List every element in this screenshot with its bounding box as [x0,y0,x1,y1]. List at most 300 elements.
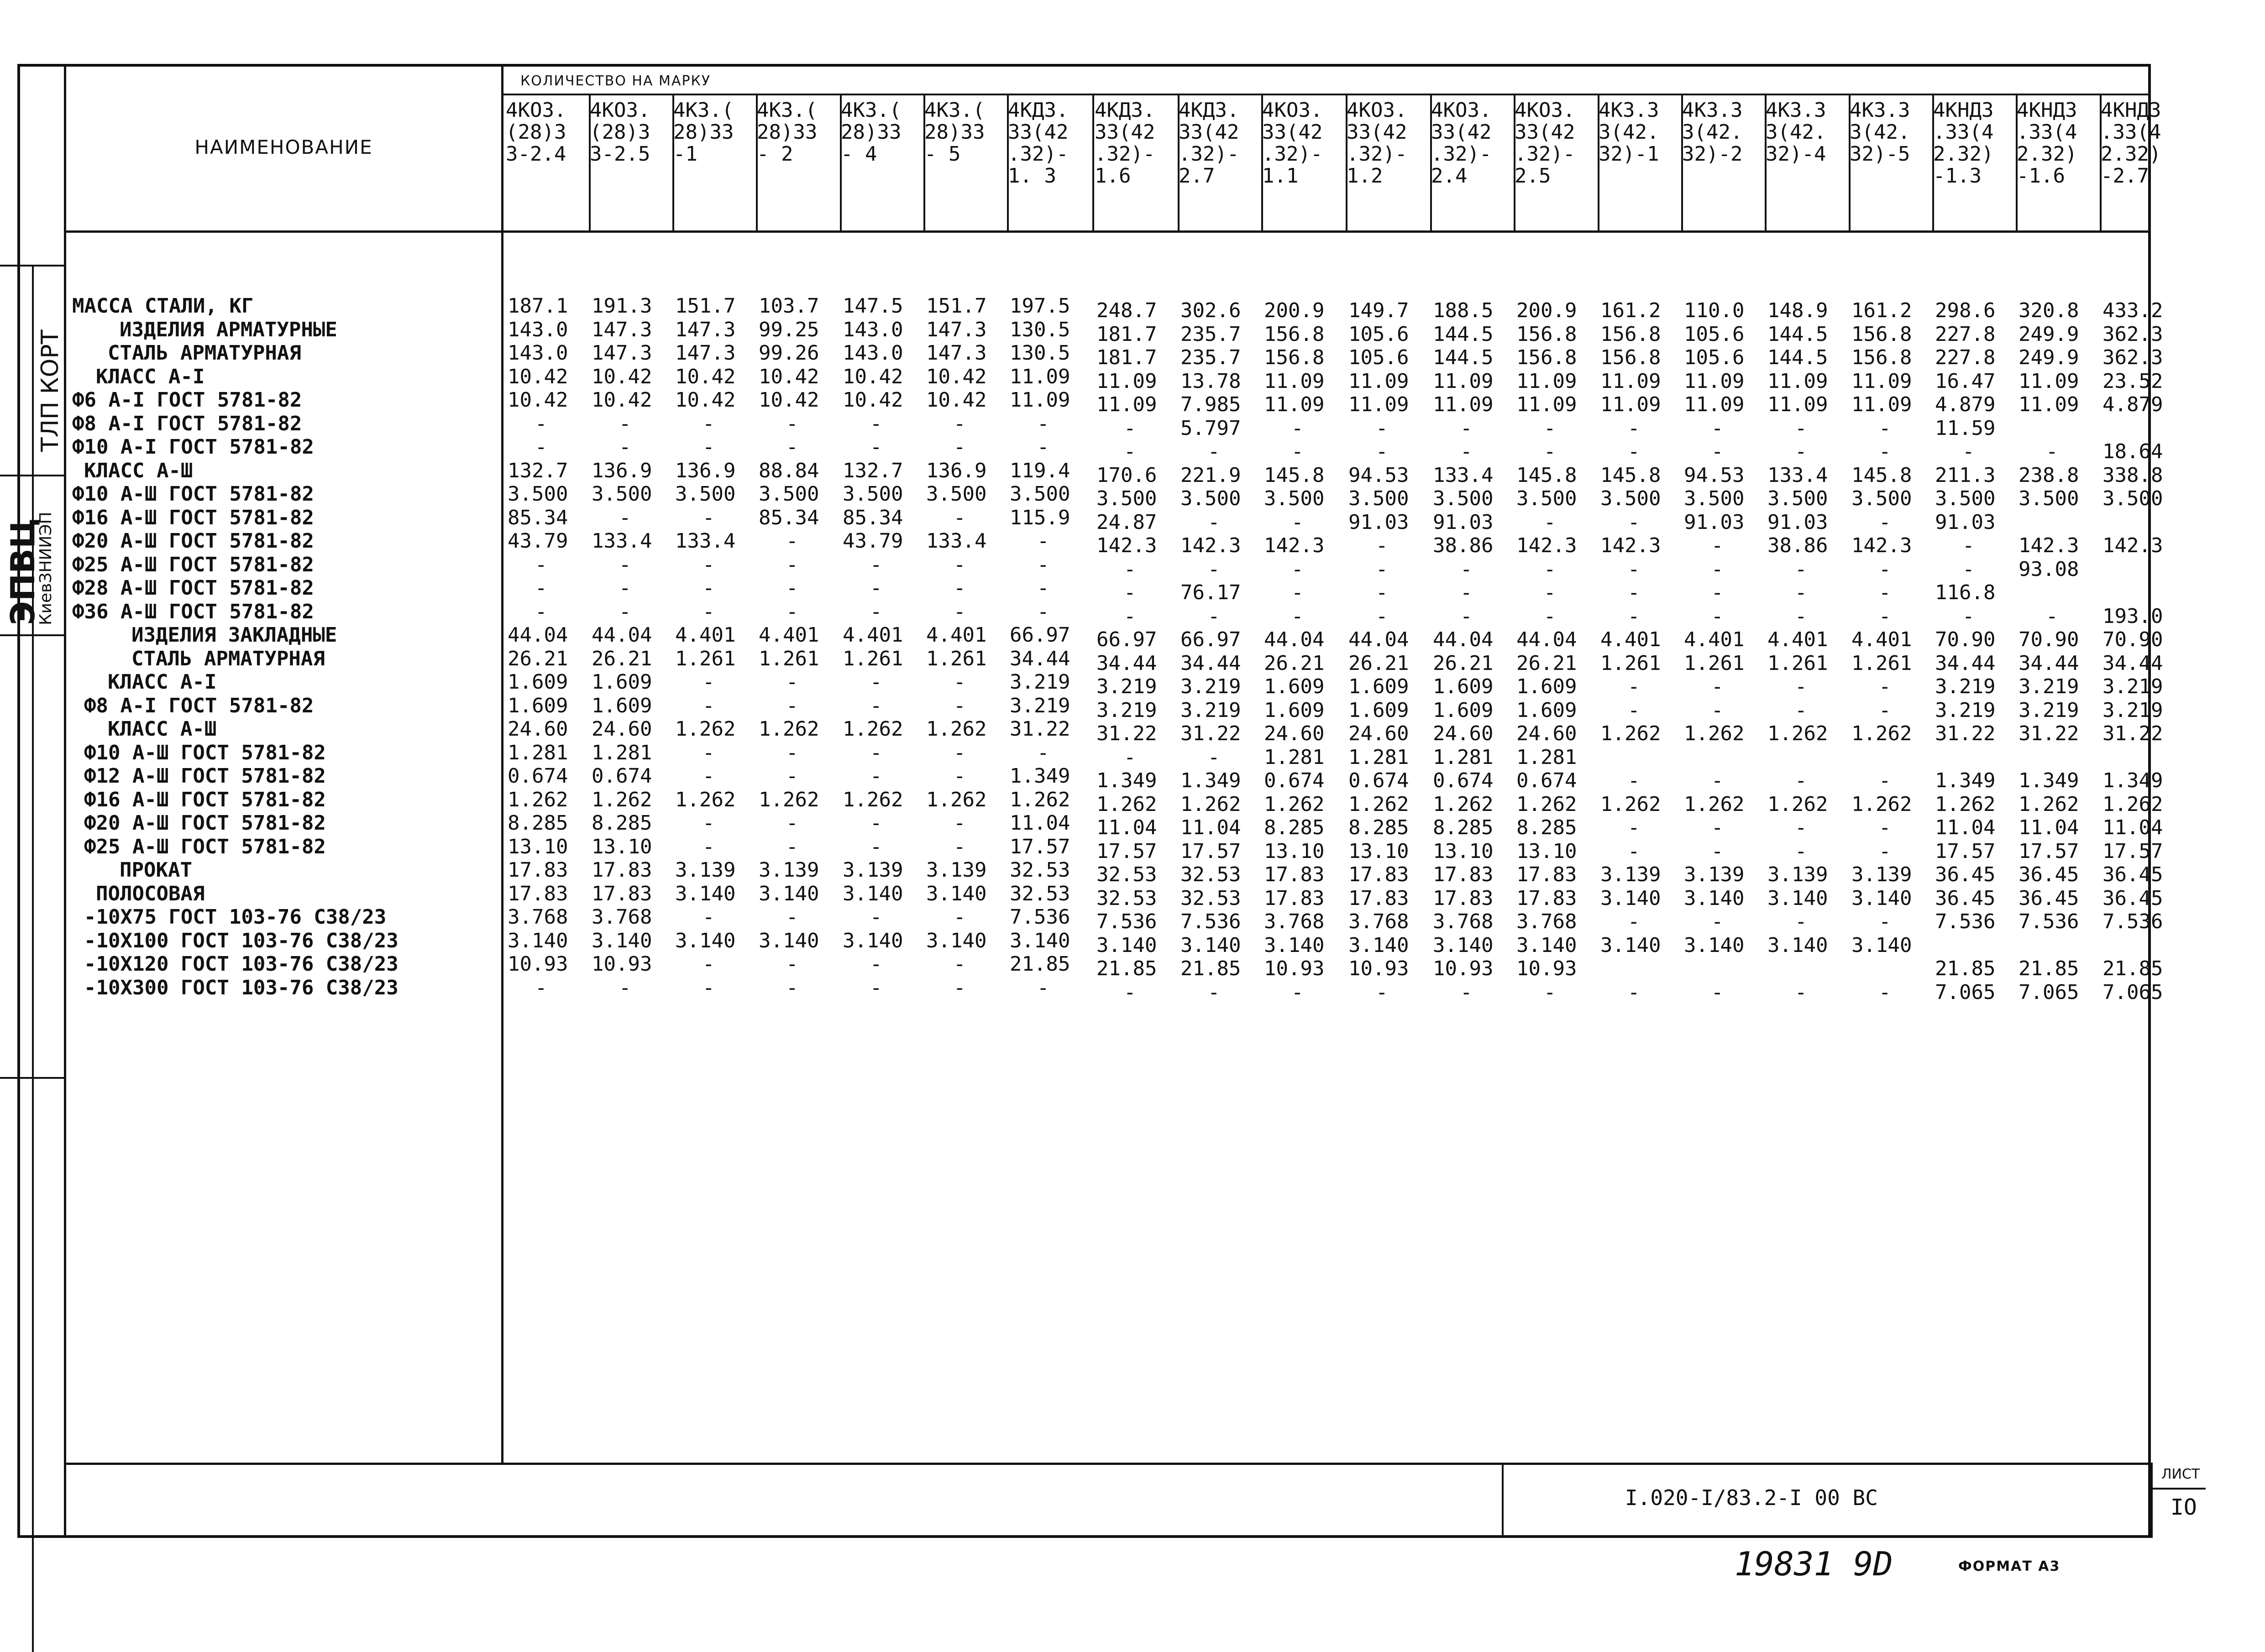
column-header: 4К3.( 28)33 - 5 [924,99,985,166]
table-cell: 1.609 [1433,675,1494,698]
table-cell: 3.140 [1433,933,1494,957]
table-cell: - [1795,416,1807,440]
table-cell: - [1879,440,1891,463]
table-cell: - [870,764,882,788]
table-cell: 3.140 [1516,933,1577,957]
table-cell: 3.139 [675,858,736,882]
table-cell: 1.609 [1516,698,1577,722]
table-cell: 4.879 [2102,393,2163,416]
table-cell: 298.6 [1935,299,1996,322]
table-cell: - [619,976,631,999]
table-cell: 8.285 [592,811,652,835]
table-cell: 13.10 [508,835,568,858]
table-cell: - [703,905,715,929]
table-cell: - [1795,698,1807,722]
table-cell: 32.53 [1010,882,1070,905]
table-cell: 1.261 [759,647,819,670]
table-cell: - [1711,675,1724,698]
table-cell: - [1628,816,1640,839]
frame-line [64,64,66,1538]
table-cell: 36.45 [2019,886,2079,910]
table-cell: 1.262 [1348,792,1409,816]
table-cell: - [1291,604,1304,628]
row-label: КЛАСС А-Ш [108,717,217,741]
table-cell: 1.262 [1264,792,1325,816]
table-cell: 44.04 [1516,628,1577,651]
table-cell: - [1460,440,1473,463]
table-cell: 13.10 [1348,839,1409,863]
table-cell: 161.2 [1600,299,1661,322]
table-cell: 3.500 [1851,487,1912,510]
table-cell: 24.60 [508,717,568,741]
table-cell: - [703,576,715,600]
table-cell: - [1795,769,1807,792]
table-cell: 17.57 [1935,839,1996,863]
table-cell: 26.21 [1264,651,1325,675]
table-cell: - [1124,581,1136,604]
row-label: СТАЛЬ АРМАТУРНАЯ [131,647,325,670]
table-cell: 93.08 [2019,557,2079,581]
table-cell: 1.609 [592,694,652,717]
table-cell: - [1291,980,1304,1004]
row-label: КЛАСС А-I [108,670,217,694]
table-cell: 11.04 [2102,816,2163,839]
table-cell: 133.4 [926,529,987,553]
table-cell: 1.609 [508,670,568,694]
row-label: Ф20 А-Ш ГОСТ 5781-82 [72,529,314,553]
table-cell: 11.04 [1096,816,1157,839]
table-cell: 3.500 [1348,487,1409,510]
table-cell: 144.5 [1433,322,1494,346]
row-label: Ф12 А-Ш ГОСТ 5781-82 [84,764,326,788]
table-cell: 31.22 [2102,722,2163,745]
table-cell: - [1208,510,1220,534]
table-cell: 1.262 [675,717,736,741]
table-cell: - [1711,910,1724,933]
table-cell: 21.85 [1935,957,1996,980]
row-label: ПОЛОСОВАЯ [96,882,205,905]
table-cell: 31.22 [1096,722,1157,745]
table-cell: - [954,435,966,459]
column-header: 4КНД3 .33(4 2.32) -1.6 [2017,99,2077,188]
table-cell: 1.262 [1600,722,1661,745]
table-cell: 3.500 [675,482,736,506]
table-cell: - [1376,534,1388,557]
table-cell: - [1208,557,1220,581]
table-cell: 1.281 [1348,745,1409,769]
table-cell: 10.42 [675,365,736,388]
table-cell: 4.401 [1851,628,1912,651]
table-cell: - [1291,557,1304,581]
table-cell: 3.140 [1767,886,1828,910]
table-cell: 11.09 [1516,393,1577,416]
table-cell: 13.10 [1264,839,1325,863]
table-cell: - [1544,980,1556,1004]
table-cell: - [535,976,547,999]
table-cell: 10.42 [592,388,652,412]
table-cell: 11.09 [1096,369,1157,393]
table-cell: - [1628,416,1640,440]
table-cell: 1.349 [1010,764,1070,788]
column-header: 4К3.3 3(42. 32)-2 [1682,99,1743,166]
table-cell: 3.500 [843,482,903,506]
table-cell: 142.3 [2019,534,2079,557]
table-cell: 147.3 [926,318,987,341]
column-header: 4КО3. 33(42 .32)- 1.1 [1262,99,1323,188]
table-cell: - [954,741,966,764]
table-cell: - [870,741,882,764]
table-cell: 85.34 [843,506,903,529]
table-cell: 143.0 [508,318,568,341]
table-cell: 3.219 [2102,675,2163,698]
table-cell: 1.349 [2019,769,2079,792]
table-cell: 1.262 [843,788,903,811]
row-label: -10Х300 ГОСТ 103-76 С38/23 [84,976,398,999]
table-cell: 4.401 [1767,628,1828,651]
table-cell: - [619,600,631,623]
table-cell: 3.500 [1516,487,1577,510]
table-cell: 3.139 [926,858,987,882]
table-cell: - [1795,557,1807,581]
table-cell: 136.9 [926,459,987,482]
table-cell: 91.03 [1433,510,1494,534]
table-cell: 1.349 [1180,769,1241,792]
table-cell: 32.53 [1180,886,1241,910]
table-cell: - [619,412,631,435]
table-cell: 4.401 [1684,628,1745,651]
table-cell: 17.83 [1433,863,1494,886]
table-cell: 38.86 [1767,534,1828,557]
table-cell: 3.140 [759,929,819,952]
qty-header-line [501,94,2151,95]
table-cell: 119.4 [1010,459,1070,482]
org-label-3: КиевЗНИИЭП [37,512,55,625]
table-cell: - [1879,604,1891,628]
table-cell: 200.9 [1516,299,1577,322]
table-cell: 34.44 [2019,651,2079,675]
table-cell: - [1879,839,1891,863]
table-cell: 99.26 [759,341,819,365]
table-cell: 17.57 [1180,839,1241,863]
table-cell: - [1879,980,1891,1004]
table-cell: 144.5 [1433,346,1494,369]
table-cell: - [1544,416,1556,440]
table-cell: - [786,811,798,835]
table-cell: 7.536 [1180,910,1241,933]
column-header: 4КО3. 33(42 .32)- 1.2 [1347,99,1407,188]
table-cell: - [1628,604,1640,628]
table-cell: 3.500 [1767,487,1828,510]
table-cell: 142.3 [1096,534,1157,557]
table-cell: - [535,576,547,600]
table-cell: 24.60 [1433,722,1494,745]
table-cell: 3.500 [1684,487,1745,510]
table-cell: - [786,553,798,576]
table-cell: 7.065 [2102,980,2163,1004]
table-cell: 147.3 [675,341,736,365]
table-cell: 85.34 [508,506,568,529]
table-cell: - [1037,741,1049,764]
table-cell: 3.139 [759,858,819,882]
table-cell: 3.140 [675,929,736,952]
table-cell: - [1711,557,1724,581]
table-cell: - [1291,581,1304,604]
table-cell: 10.42 [508,365,568,388]
table-cell: 110.0 [1684,299,1745,322]
table-cell: - [1879,910,1891,933]
table-cell: - [703,600,715,623]
table-cell: 85.34 [759,506,819,529]
table-cell: 130.5 [1010,341,1070,365]
table-cell: 7.985 [1180,393,1241,416]
row-label: Ф25 А-Ш ГОСТ 5781-82 [72,553,314,576]
table-cell: 26.21 [1348,651,1409,675]
table-cell: - [786,600,798,623]
table-cell: 3.140 [843,882,903,905]
table-cell: 17.57 [2102,839,2163,863]
table-cell: 17.83 [508,882,568,905]
table-cell: 66.97 [1010,623,1070,647]
table-cell: - [1795,581,1807,604]
table-cell: - [870,952,882,976]
table-cell: - [786,435,798,459]
table-cell: - [1124,604,1136,628]
table-cell: 66.97 [1180,628,1241,651]
table-cell: 221.9 [1180,463,1241,487]
table-cell: - [1879,581,1891,604]
table-cell: - [954,976,966,999]
table-cell: 11.09 [1516,369,1577,393]
table-cell: 11.09 [1264,393,1325,416]
format-label: ФОРМАТ А3 [1958,1558,2061,1574]
table-cell: 10.93 [1348,957,1409,980]
table-cell: - [954,670,966,694]
row-label: Ф8 А-I ГОСТ 5781-82 [84,694,314,717]
table-cell: - [1460,604,1473,628]
table-cell: 1.609 [508,694,568,717]
table-cell: 31.22 [1935,722,1996,745]
org-label-2: ЭПВЦ [4,518,42,625]
table-cell: 3.140 [1010,929,1070,952]
table-cell: 249.9 [2019,322,2079,346]
table-cell: 34.44 [1935,651,1996,675]
table-cell: - [1544,440,1556,463]
table-cell: 11.09 [1433,369,1494,393]
table-cell: 1.281 [592,741,652,764]
table-cell: 3.768 [1348,910,1409,933]
table-cell: - [954,412,966,435]
table-cell: 1.262 [592,788,652,811]
table-cell: 3.500 [1600,487,1661,510]
table-cell: - [786,741,798,764]
table-cell: - [703,412,715,435]
table-cell: 43.79 [508,529,568,553]
table-cell: 0.674 [1433,769,1494,792]
table-cell: - [1376,604,1388,628]
table-cell: 70.90 [2019,628,2079,651]
table-cell: - [703,835,715,858]
table-cell: 36.45 [1935,863,1996,886]
table-cell: - [703,506,715,529]
table-cell: 1.609 [592,670,652,694]
table-cell: - [1460,557,1473,581]
table-cell: - [870,670,882,694]
side-vertical [32,265,34,1652]
table-cell: - [1795,440,1807,463]
table-cell: 11.09 [1433,393,1494,416]
table-cell: 1.281 [508,741,568,764]
table-cell: 3.140 [1851,886,1912,910]
table-cell: 3.219 [2019,675,2079,698]
table-cell: 227.8 [1935,322,1996,346]
table-cell: 1.262 [2019,792,2079,816]
table-cell: - [1879,816,1891,839]
table-cell: 200.9 [1264,299,1325,322]
table-cell: 1.609 [1516,675,1577,698]
table-cell: 193.0 [2102,604,2163,628]
table-cell: - [1291,416,1304,440]
table-cell: - [619,576,631,600]
table-cell: 191.3 [592,294,652,318]
table-cell: 4.401 [759,623,819,647]
table-cell: 1.609 [1348,698,1409,722]
table-cell: 17.57 [2019,839,2079,863]
stamp-divider [1502,1463,1504,1538]
table-cell: 3.768 [592,905,652,929]
table-cell: 91.03 [1935,510,1996,534]
table-cell: - [954,576,966,600]
table-cell: 1.262 [1767,722,1828,745]
table-cell: 0.674 [508,764,568,788]
table-cell: 3.219 [1180,675,1241,698]
org-label-1: ТЛП КОРТ [37,329,64,452]
table-cell: 44.04 [1433,628,1494,651]
table-cell: - [1795,910,1807,933]
table-cell: 10.93 [592,952,652,976]
table-cell: - [1628,510,1640,534]
table-cell: 147.5 [843,294,903,318]
table-cell: - [1124,440,1136,463]
table-cell: - [1376,440,1388,463]
table-cell: 1.262 [1684,722,1745,745]
table-cell: 0.674 [1348,769,1409,792]
table-cell: 3.500 [1096,487,1157,510]
row-label: -10Х100 ГОСТ 103-76 С38/23 [84,929,398,952]
table-cell: 23.52 [2102,369,2163,393]
table-cell: - [1544,510,1556,534]
table-cell: 31.22 [2019,722,2079,745]
table-cell: 7.065 [1935,980,1996,1004]
table-cell: 142.3 [1180,534,1241,557]
table-cell: 3.219 [1935,675,1996,698]
table-cell: - [619,553,631,576]
table-cell: 11.09 [1600,369,1661,393]
table-cell: 147.3 [592,318,652,341]
table-cell: 0.674 [1516,769,1577,792]
table-cell: 105.6 [1684,346,1745,369]
table-cell: 1.609 [1433,698,1494,722]
table-cell: - [1711,816,1724,839]
table-cell: 10.42 [843,365,903,388]
table-cell: - [1879,675,1891,698]
table-cell: - [1711,416,1724,440]
table-cell: 161.2 [1851,299,1912,322]
table-cell: - [870,576,882,600]
table-cell: 320.8 [2019,299,2079,322]
row-label: ИЗДЕЛИЯ ЗАКЛАДНЫЕ [131,623,337,647]
table-cell: 16.47 [1935,369,1996,393]
table-cell: 17.83 [1348,886,1409,910]
table-cell: 1.281 [1264,745,1325,769]
table-cell: 32.53 [1010,858,1070,882]
table-cell: - [1124,416,1136,440]
table-cell: - [1460,980,1473,1004]
table-cell: 1.609 [1264,675,1325,698]
table-cell: - [1795,816,1807,839]
table-cell: 1.262 [1935,792,1996,816]
table-cell: 36.45 [2102,886,2163,910]
table-cell: 3.500 [1433,487,1494,510]
table-cell: - [786,529,798,553]
table-cell: 10.42 [926,365,987,388]
table-cell: 36.45 [1935,886,1996,910]
table-cell: 147.3 [926,341,987,365]
table-cell: 197.5 [1010,294,1070,318]
table-cell: 11.09 [2019,369,2079,393]
table-cell: - [1962,440,1975,463]
table-cell: 11.04 [2019,816,2079,839]
table-cell: 3.140 [1767,933,1828,957]
table-cell: 3.219 [2102,698,2163,722]
table-cell: 3.500 [2102,487,2163,510]
table-cell: - [1544,581,1556,604]
table-cell: 149.7 [1348,299,1409,322]
row-label: СТАЛЬ АРМАТУРНАЯ [108,341,301,365]
table-cell: 3.139 [1767,863,1828,886]
row-label: ИЗДЕЛИЯ АРМАТУРНЫЕ [120,318,337,341]
table-cell: - [703,764,715,788]
column-header: 4К3.( 28)33 - 4 [841,99,902,166]
row-label: Ф10 А-Ш ГОСТ 5781-82 [84,741,326,764]
table-cell: - [954,952,966,976]
table-cell: 3.500 [508,482,568,506]
sheet-box-divider [2151,1463,2153,1538]
table-cell: 1.281 [1516,745,1577,769]
table-cell: - [703,670,715,694]
table-cell: 3.140 [926,882,987,905]
table-cell: 91.03 [1348,510,1409,534]
table-cell: 43.79 [843,529,903,553]
table-cell: 11.09 [1010,365,1070,388]
table-cell: 17.83 [1264,886,1325,910]
stamp-top-line [64,1463,2151,1465]
table-cell: - [1711,980,1724,1004]
table-cell: - [1962,534,1975,557]
table-cell: - [1037,600,1049,623]
table-cell: 10.42 [926,388,987,412]
row-label: Ф6 А-I ГОСТ 5781-82 [72,388,302,412]
table-cell: 10.42 [759,365,819,388]
table-cell: - [619,506,631,529]
table-cell: 136.9 [675,459,736,482]
table-cell: 11.09 [1684,393,1745,416]
table-cell: 1.262 [926,717,987,741]
table-cell: 4.401 [926,623,987,647]
table-cell: 142.3 [1851,534,1912,557]
column-header: 4КО3. 33(42 .32)- 2.5 [1515,99,1575,188]
table-cell: 13.10 [1433,839,1494,863]
table-cell: 3.219 [1096,675,1157,698]
